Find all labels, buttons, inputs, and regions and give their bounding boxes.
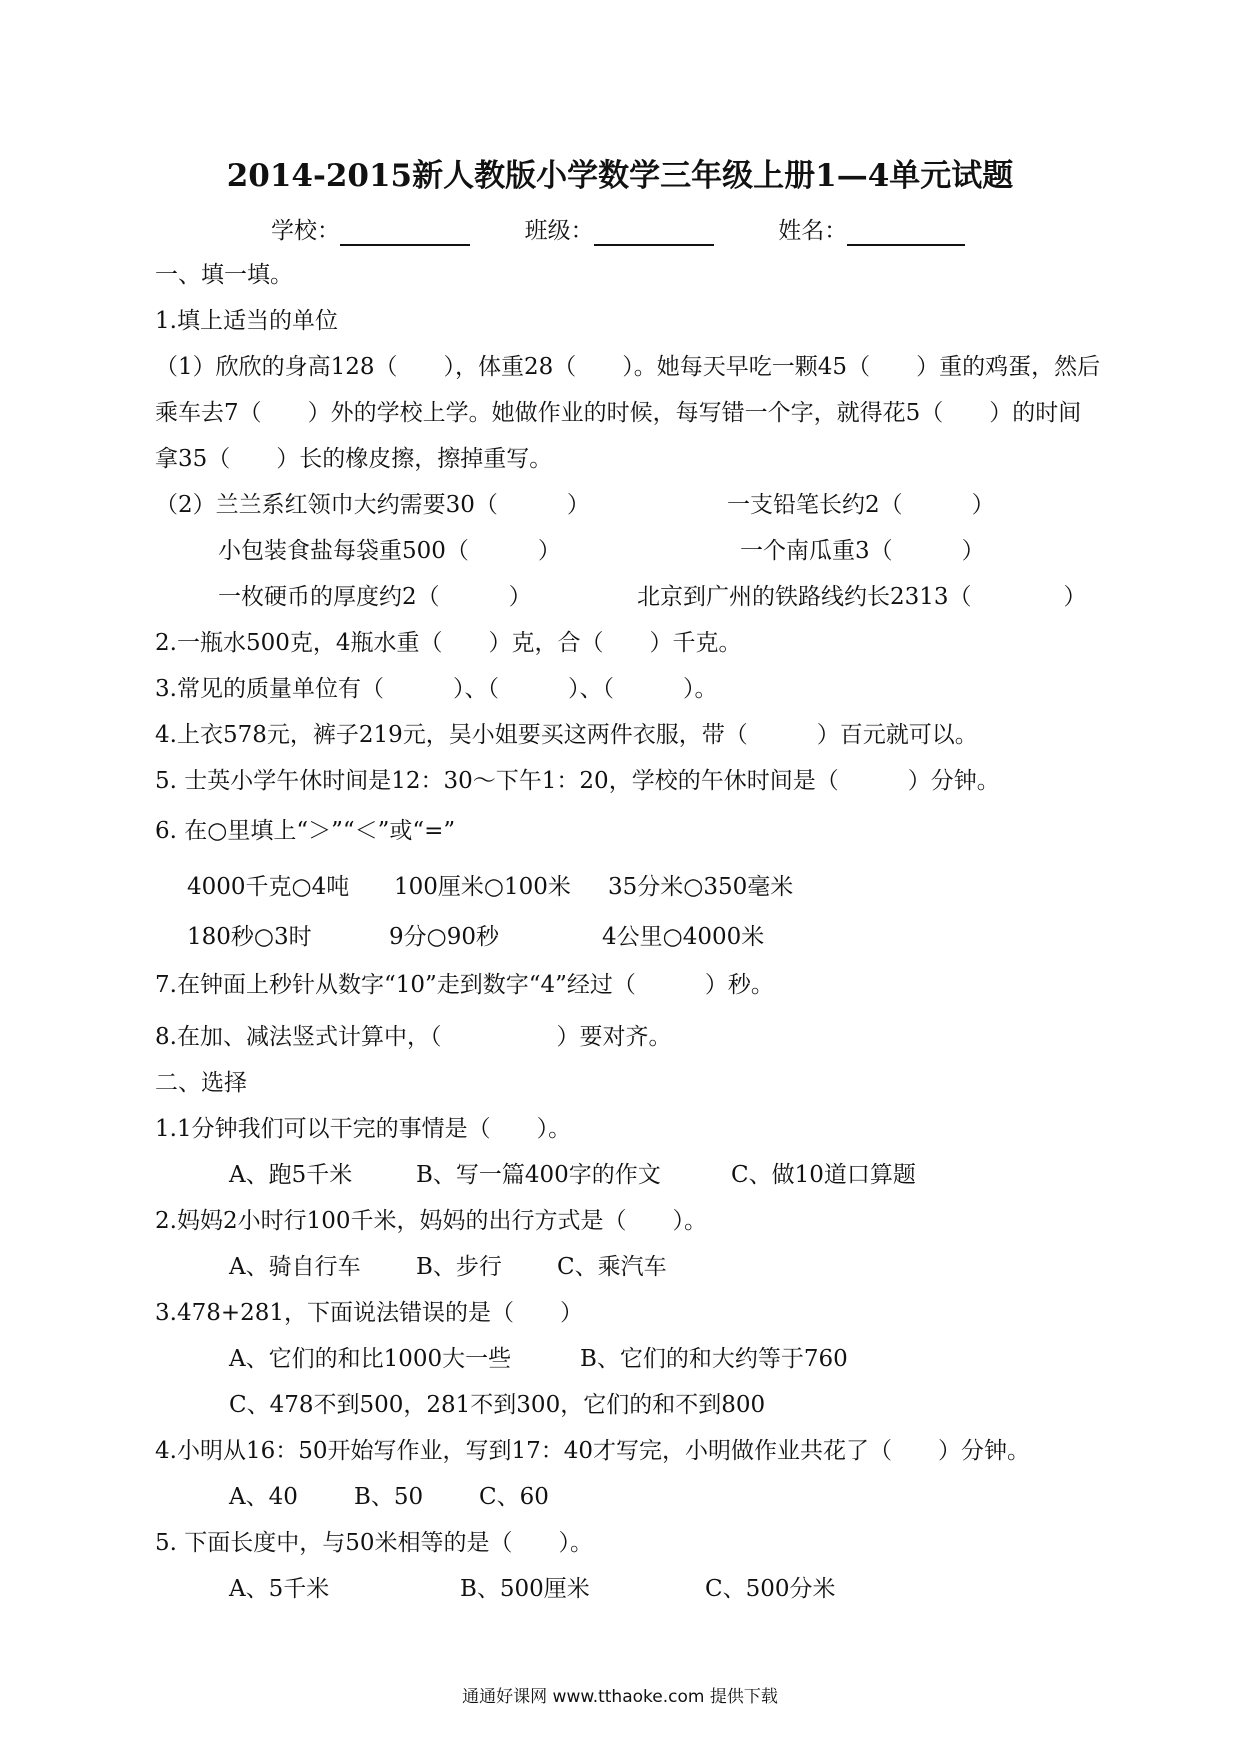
q6-row2-c: 4公里○4000米 bbox=[602, 924, 765, 950]
q1-title: 1.填上适当的单位 bbox=[155, 308, 338, 334]
q4: 4.上衣578元，裤子219元，吴小姐要买这两件衣服，带（ ）百元就可以。 bbox=[155, 722, 978, 748]
school-blank bbox=[340, 220, 470, 246]
q2: 2.一瓶水500克，4瓶水重（ ）克，合（ ）千克。 bbox=[155, 630, 742, 656]
school-label: 学校： bbox=[271, 218, 340, 244]
choice3-question: 3.478+281，下面说法错误的是（ ） bbox=[155, 1300, 584, 1326]
q5: 5. 士英小学午休时间是12：30～下午1：20，学校的午休时间是（ ）分钟。 bbox=[155, 768, 1000, 794]
q7: 7.在钟面上秒针从数字“10”走到数字“4”经过（ ）秒。 bbox=[155, 972, 774, 998]
choice1-option-c: C、做10道口算题 bbox=[731, 1162, 916, 1188]
choice5-option-a: A、5千米 bbox=[229, 1576, 330, 1602]
q6-title: 6. 在○里填上“＞”“＜”或“=” bbox=[155, 818, 456, 844]
class-blank bbox=[594, 220, 714, 246]
choice3-option-b: B、它们的和大约等于760 bbox=[580, 1346, 848, 1372]
choice4-question: 4.小明从16：50开始写作业，写到17：40才写完，小明做作业共花了（ ）分钟。 bbox=[155, 1438, 1031, 1464]
name-label: 姓名： bbox=[778, 218, 848, 244]
q6-row2-a: 180秒○3时 bbox=[187, 924, 312, 950]
choice1-option-b: B、写一篇400字的作文 bbox=[416, 1162, 661, 1188]
choice3-option-a: A、它们的和比1000大一些 bbox=[229, 1346, 512, 1372]
name-blank bbox=[847, 220, 965, 246]
page-title: 2014-2015新人教版小学数学三年级上册1—4单元试题 bbox=[226, 158, 1014, 194]
q8: 8.在加、减法竖式计算中，（ ）要对齐。 bbox=[155, 1024, 672, 1050]
q1-part1-line2: 乘车去7（ ）外的学校上学。她做作业的时候，每写错一个字，就得花5（ ）的时间 bbox=[155, 400, 1082, 426]
choice1-option-a: A、跑5千米 bbox=[229, 1162, 353, 1188]
q1-part2-f: 北京到广州的铁路线约长2313（ ） bbox=[637, 584, 1087, 610]
choice2-question: 2.妈妈2小时行100千米，妈妈的出行方式是（ ）。 bbox=[155, 1208, 707, 1234]
choice1-question: 1.1分钟我们可以干完的事情是（ ）。 bbox=[155, 1116, 572, 1142]
q1-part2-d: 一个南瓜重3（ ） bbox=[740, 538, 985, 564]
q6-row2-b: 9分○90秒 bbox=[389, 924, 499, 950]
q1-part1-line1: （1）欣欣的身高128（ ），体重28（ ）。她每天早吃一颗45（ ）重的鸡蛋，然后 bbox=[155, 354, 1101, 380]
q1-part2-e: 一枚硬币的厚度约2（ ） bbox=[218, 584, 532, 610]
footer-download-note: 通通好课网 www.tthaoke.com 提供下载 bbox=[462, 1687, 778, 1707]
choice4-option-a: A、40 bbox=[229, 1484, 298, 1510]
class-label: 班级： bbox=[524, 218, 594, 244]
choice2-option-c: C、乘汽车 bbox=[557, 1254, 667, 1280]
choice3-option-c: C、478不到500，281不到300，它们的和不到800 bbox=[229, 1392, 766, 1418]
section1-heading: 一、填一填。 bbox=[155, 262, 293, 288]
choice4-option-b: B、50 bbox=[354, 1484, 424, 1510]
choice5-option-b: B、500厘米 bbox=[460, 1576, 590, 1602]
choice5-question: 5. 下面长度中，与50米相等的是（ ）。 bbox=[155, 1530, 594, 1556]
q3: 3.常见的质量单位有（ ）、（ ）、（ ）。 bbox=[155, 676, 718, 702]
choice4-option-c: C、60 bbox=[479, 1484, 549, 1510]
student-info bbox=[271, 216, 965, 246]
q6-row1-a: 4000千克○4吨 bbox=[187, 874, 350, 900]
q6-row1-c: 35分米○350毫米 bbox=[608, 874, 794, 900]
q1-part2-a: （2）兰兰系红领巾大约需要30（ ） bbox=[155, 492, 590, 518]
q6-row1-b: 100厘米○100米 bbox=[394, 874, 571, 900]
choice2-option-b: B、步行 bbox=[416, 1254, 502, 1280]
q1-part2-c: 小包装食盐每袋重500（ ） bbox=[218, 538, 561, 564]
q1-part2-b: 一支铅笔长约2（ ） bbox=[727, 492, 995, 518]
section2-heading: 二、选择 bbox=[155, 1070, 247, 1096]
choice5-option-c: C、500分米 bbox=[705, 1576, 836, 1602]
choice2-option-a: A、骑自行车 bbox=[229, 1254, 361, 1280]
q1-part1-line3: 拿35（ ）长的橡皮擦，擦掉重写。 bbox=[155, 446, 553, 472]
